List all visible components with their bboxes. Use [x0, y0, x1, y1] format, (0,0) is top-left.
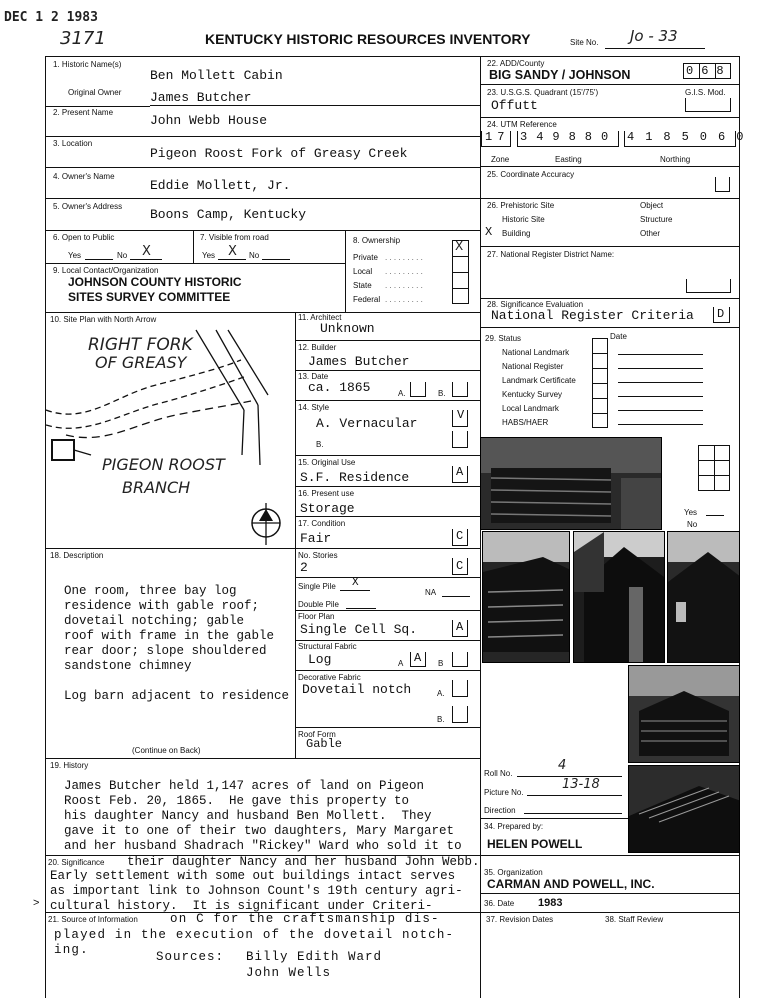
- other-label: Other: [640, 229, 661, 238]
- structural-fabric-label: Structural Fabric: [298, 642, 357, 651]
- status-national-landmark: National Landmark: [502, 348, 570, 357]
- ownership-mark: X: [455, 239, 464, 253]
- dot-leader: . . . . . . . . .: [385, 267, 423, 276]
- photo-cabin-side: [482, 531, 570, 663]
- original-owner-label: Original Owner: [68, 88, 122, 97]
- decorative-b: B.: [437, 715, 445, 724]
- dot-leader: . . . . . . . . .: [385, 253, 423, 262]
- history-label: 19. History: [50, 761, 89, 770]
- date-label: 13. Date: [298, 372, 329, 381]
- location-value: Pigeon Roost Fork of Greasy Creek: [150, 146, 408, 161]
- significance-text-1: their daughter Nancy and her husband John Webb.: [127, 855, 480, 869]
- owner-address-value: Boons Camp, Kentucky: [150, 207, 307, 222]
- location-label: 3. Location: [53, 139, 93, 148]
- source-info-label: 21. Source of Information: [48, 915, 138, 924]
- floor-plan-label: Floor Plan: [298, 612, 335, 621]
- roof-form-label: Roof Form: [298, 730, 336, 739]
- visible-road-no: No: [249, 251, 260, 260]
- history-text: James Butcher held 1,147 acres of land on Pigeon Roost Feb. 20, 1865. He gave this property to his daughter Nancy and husband Ben Mollett. They gave it to one of their two daughters, Mary Margaret and her husband Shadrach "Rickey" Ward who sold it to: [64, 779, 462, 853]
- revision-dates-label: 37. Revision Dates: [486, 915, 554, 924]
- single-pile-na: NA: [425, 588, 437, 597]
- status-national-register: National Register: [502, 362, 564, 371]
- condition-value: Fair: [300, 531, 332, 546]
- sketch-label-branch: BRANCH: [122, 478, 191, 497]
- significance-label: 20. Significance: [48, 858, 105, 867]
- original-use-value: S.F. Residence: [300, 470, 410, 485]
- photo-no-label: No: [687, 520, 698, 529]
- utm-zone: 17: [485, 130, 510, 144]
- county-code: 068: [686, 64, 732, 78]
- photo-cabin-front: [480, 437, 662, 530]
- date-a: A.: [398, 389, 406, 398]
- utm-northing: 4185060: [627, 130, 755, 144]
- source-text-2: played in the execution of the dovetail notch- ing.: [54, 928, 455, 957]
- sketch-label-pigeon-roost: PIGEON ROOST: [102, 455, 225, 474]
- builder-value: James Butcher: [308, 354, 410, 369]
- significance-text-2: Early settlement with some out buildings intact serves as important link to Johnson Count's 19th century agri- cultural history. It is significant under Criteri-: [50, 869, 463, 913]
- status-habs-haer: HABS/HAER: [502, 418, 549, 427]
- sources-label: Sources:: [156, 950, 225, 964]
- stories-label: No. Stories: [298, 551, 338, 560]
- picture-no-value: 13-18: [562, 777, 600, 792]
- date-b: B.: [438, 389, 446, 398]
- original-use-code: A: [456, 465, 464, 479]
- status-landmark-certificate: Landmark Certificate: [502, 376, 576, 385]
- single-pile-label: Single Pile: [298, 582, 336, 591]
- open-public-mark: X: [142, 244, 151, 259]
- ownership-federal: Federal: [353, 295, 381, 304]
- historic-name-label: 1. Historic Name(s): [53, 60, 122, 69]
- style-b: B.: [316, 440, 324, 449]
- photo-cabin-chimney: [573, 531, 665, 663]
- floor-plan-value: Single Cell Sq.: [300, 622, 418, 637]
- direction-label: Direction: [484, 806, 516, 815]
- sketch-label-of-greasy: OF GREASY: [95, 353, 187, 372]
- present-name-label: 2. Present Name: [53, 108, 114, 117]
- historic-name-value: Ben Mollett Cabin: [150, 68, 283, 83]
- northing-label: Northing: [660, 155, 691, 164]
- open-public-yes: Yes: [68, 251, 82, 260]
- photo-barn-roof: [628, 765, 740, 853]
- photo-barn: [667, 531, 740, 663]
- decorative-a: A.: [437, 689, 445, 698]
- visible-road-mark: X: [228, 244, 237, 259]
- sketch-label-right-fork: RIGHT FORK: [88, 335, 193, 355]
- historic-site-label: Historic Site: [502, 215, 545, 224]
- dot-leader: . . . . . . . . .: [385, 295, 423, 304]
- source-1: Billy Edith Ward: [246, 950, 383, 964]
- dot-leader: . . . . . . . . .: [385, 281, 423, 290]
- source-text-1: on C for the craftsmanship dis-: [170, 912, 440, 926]
- add-county-value: BIG SANDY / JOHNSON: [489, 68, 631, 82]
- prepared-by-value: HELEN POWELL: [487, 837, 583, 851]
- continue-on-back: (Continue on Back): [132, 746, 201, 755]
- photo-outbuilding: [628, 665, 740, 763]
- stories-code: C: [456, 559, 464, 573]
- style-code: V: [457, 408, 465, 422]
- site-no-value: Jo - 33: [630, 27, 678, 45]
- ownership-private: Private: [353, 253, 378, 262]
- significance-eval-code: D: [717, 307, 725, 321]
- organization-label: 35. Organization: [484, 868, 543, 877]
- open-public-no: No: [117, 251, 128, 260]
- resource-type-mark: X: [485, 225, 493, 239]
- prepared-by-label: 34. Prepared by:: [484, 822, 544, 831]
- builder-label: 12. Builder: [298, 343, 337, 352]
- local-contact-line1: JOHNSON COUNTY HISTORIC: [68, 275, 242, 289]
- present-use-label: 16. Present use: [298, 489, 355, 498]
- form-title: KENTUCKY HISTORIC RESOURCES INVENTORY: [205, 31, 531, 47]
- prehistoric-site-label: 26. Prehistoric Site: [487, 201, 555, 210]
- form-date-label: 36. Date: [484, 899, 515, 908]
- description-text: One room, three bay log residence with gable roof; dovetail notching; gable roof with frame in the gable rear door; slope shouldered sandstone chimney Log barn adjacent to residence: [64, 584, 290, 703]
- building-label: Building: [502, 229, 531, 238]
- utm-easting: 349880: [520, 130, 618, 144]
- status-kentucky-survey: Kentucky Survey: [502, 390, 563, 399]
- file-number: 3171: [60, 28, 106, 49]
- ownership-state: State: [353, 281, 372, 290]
- significance-eval-value: National Register Criteria: [491, 308, 694, 323]
- utm-reference-label: 24. UTM Reference: [487, 120, 557, 129]
- architect-value: Unknown: [320, 321, 375, 336]
- source-2: John Wells: [246, 966, 332, 980]
- decorative-fabric-label: Decorative Fabric: [298, 673, 361, 682]
- owner-name-value: Eddie Mollett, Jr.: [150, 178, 291, 193]
- floor-plan-code: A: [456, 620, 464, 634]
- object-label: Object: [640, 201, 664, 210]
- site-no-label: Site No.: [570, 38, 599, 47]
- visible-road-label: 7. Visible from road: [200, 233, 269, 242]
- site-plan-label: 10. Site Plan with North Arrow: [50, 315, 157, 324]
- condition-label: 17. Condition: [298, 519, 346, 528]
- stories-value: 2: [300, 560, 308, 575]
- usgs-quadrant-label: 23. U.S.G.S. Quadrant (15'/75'): [487, 88, 599, 97]
- present-use-value: Storage: [300, 501, 355, 516]
- form-date-value: 1983: [538, 897, 563, 909]
- ownership-label: 8. Ownership: [353, 236, 401, 245]
- photo-yes-label: Yes: [684, 508, 698, 517]
- ownership-local: Local: [353, 267, 373, 276]
- style-a-value: A. Vernacular: [316, 416, 418, 431]
- owner-name-label: 4. Owner's Name: [53, 172, 115, 181]
- organization-value: CARMAN AND POWELL, INC.: [487, 877, 655, 891]
- condition-code: C: [456, 529, 464, 543]
- structural-a: A: [398, 659, 404, 668]
- local-contact-line2: SITES SURVEY COMMITTEE: [68, 290, 231, 304]
- owner-address-label: 5. Owner's Address: [53, 202, 123, 211]
- architect-label: 11. Architect: [298, 313, 342, 322]
- status-date-label: Date: [610, 332, 627, 341]
- double-pile-label: Double Pile: [298, 600, 339, 609]
- usgs-quadrant-value: Offutt: [491, 98, 538, 113]
- roll-no-value: 4: [558, 758, 567, 773]
- visible-road-yes: Yes: [202, 251, 216, 260]
- date-value: ca. 1865: [308, 380, 371, 395]
- single-pile-mark: X: [352, 577, 359, 589]
- staff-review-label: 38. Staff Review: [605, 915, 664, 924]
- decorative-fabric-value: Dovetail notch: [302, 682, 412, 697]
- roll-no-label: Roll No.: [484, 769, 513, 778]
- roof-form-value: Gable: [306, 737, 343, 751]
- structural-fabric-value: Log: [308, 652, 332, 667]
- status-label: 29. Status: [485, 334, 522, 343]
- easting-label: Easting: [555, 155, 582, 164]
- structure-label: Structure: [640, 215, 673, 224]
- margin-arrow: >: [33, 897, 40, 909]
- coordinate-accuracy-label: 25. Coordinate Accuracy: [487, 170, 575, 179]
- add-county-label: 22. ADD/County: [487, 59, 545, 68]
- picture-no-label: Picture No.: [484, 788, 524, 797]
- open-public-label: 6. Open to Public: [53, 233, 115, 242]
- zone-label: Zone: [491, 155, 510, 164]
- description-label: 18. Description: [50, 551, 104, 560]
- district-name-label: 27. National Register District Name:: [487, 250, 615, 259]
- significance-eval-label: 28. Significance Evaluation: [487, 300, 584, 309]
- local-contact-label: 9. Local Contact/Organization: [53, 266, 159, 275]
- original-use-label: 15. Original Use: [298, 458, 356, 467]
- structural-b: B: [438, 659, 444, 668]
- status-local-landmark: Local Landmark: [502, 404, 559, 413]
- gis-mod-label: G.I.S. Mod.: [685, 88, 726, 97]
- original-owner-value: James Butcher: [150, 90, 252, 105]
- received-date-stamp: DEC 1 2 1983: [4, 10, 98, 25]
- present-name-value: John Webb House: [150, 113, 268, 128]
- structural-code: A: [414, 651, 422, 665]
- style-label: 14. Style: [298, 403, 330, 412]
